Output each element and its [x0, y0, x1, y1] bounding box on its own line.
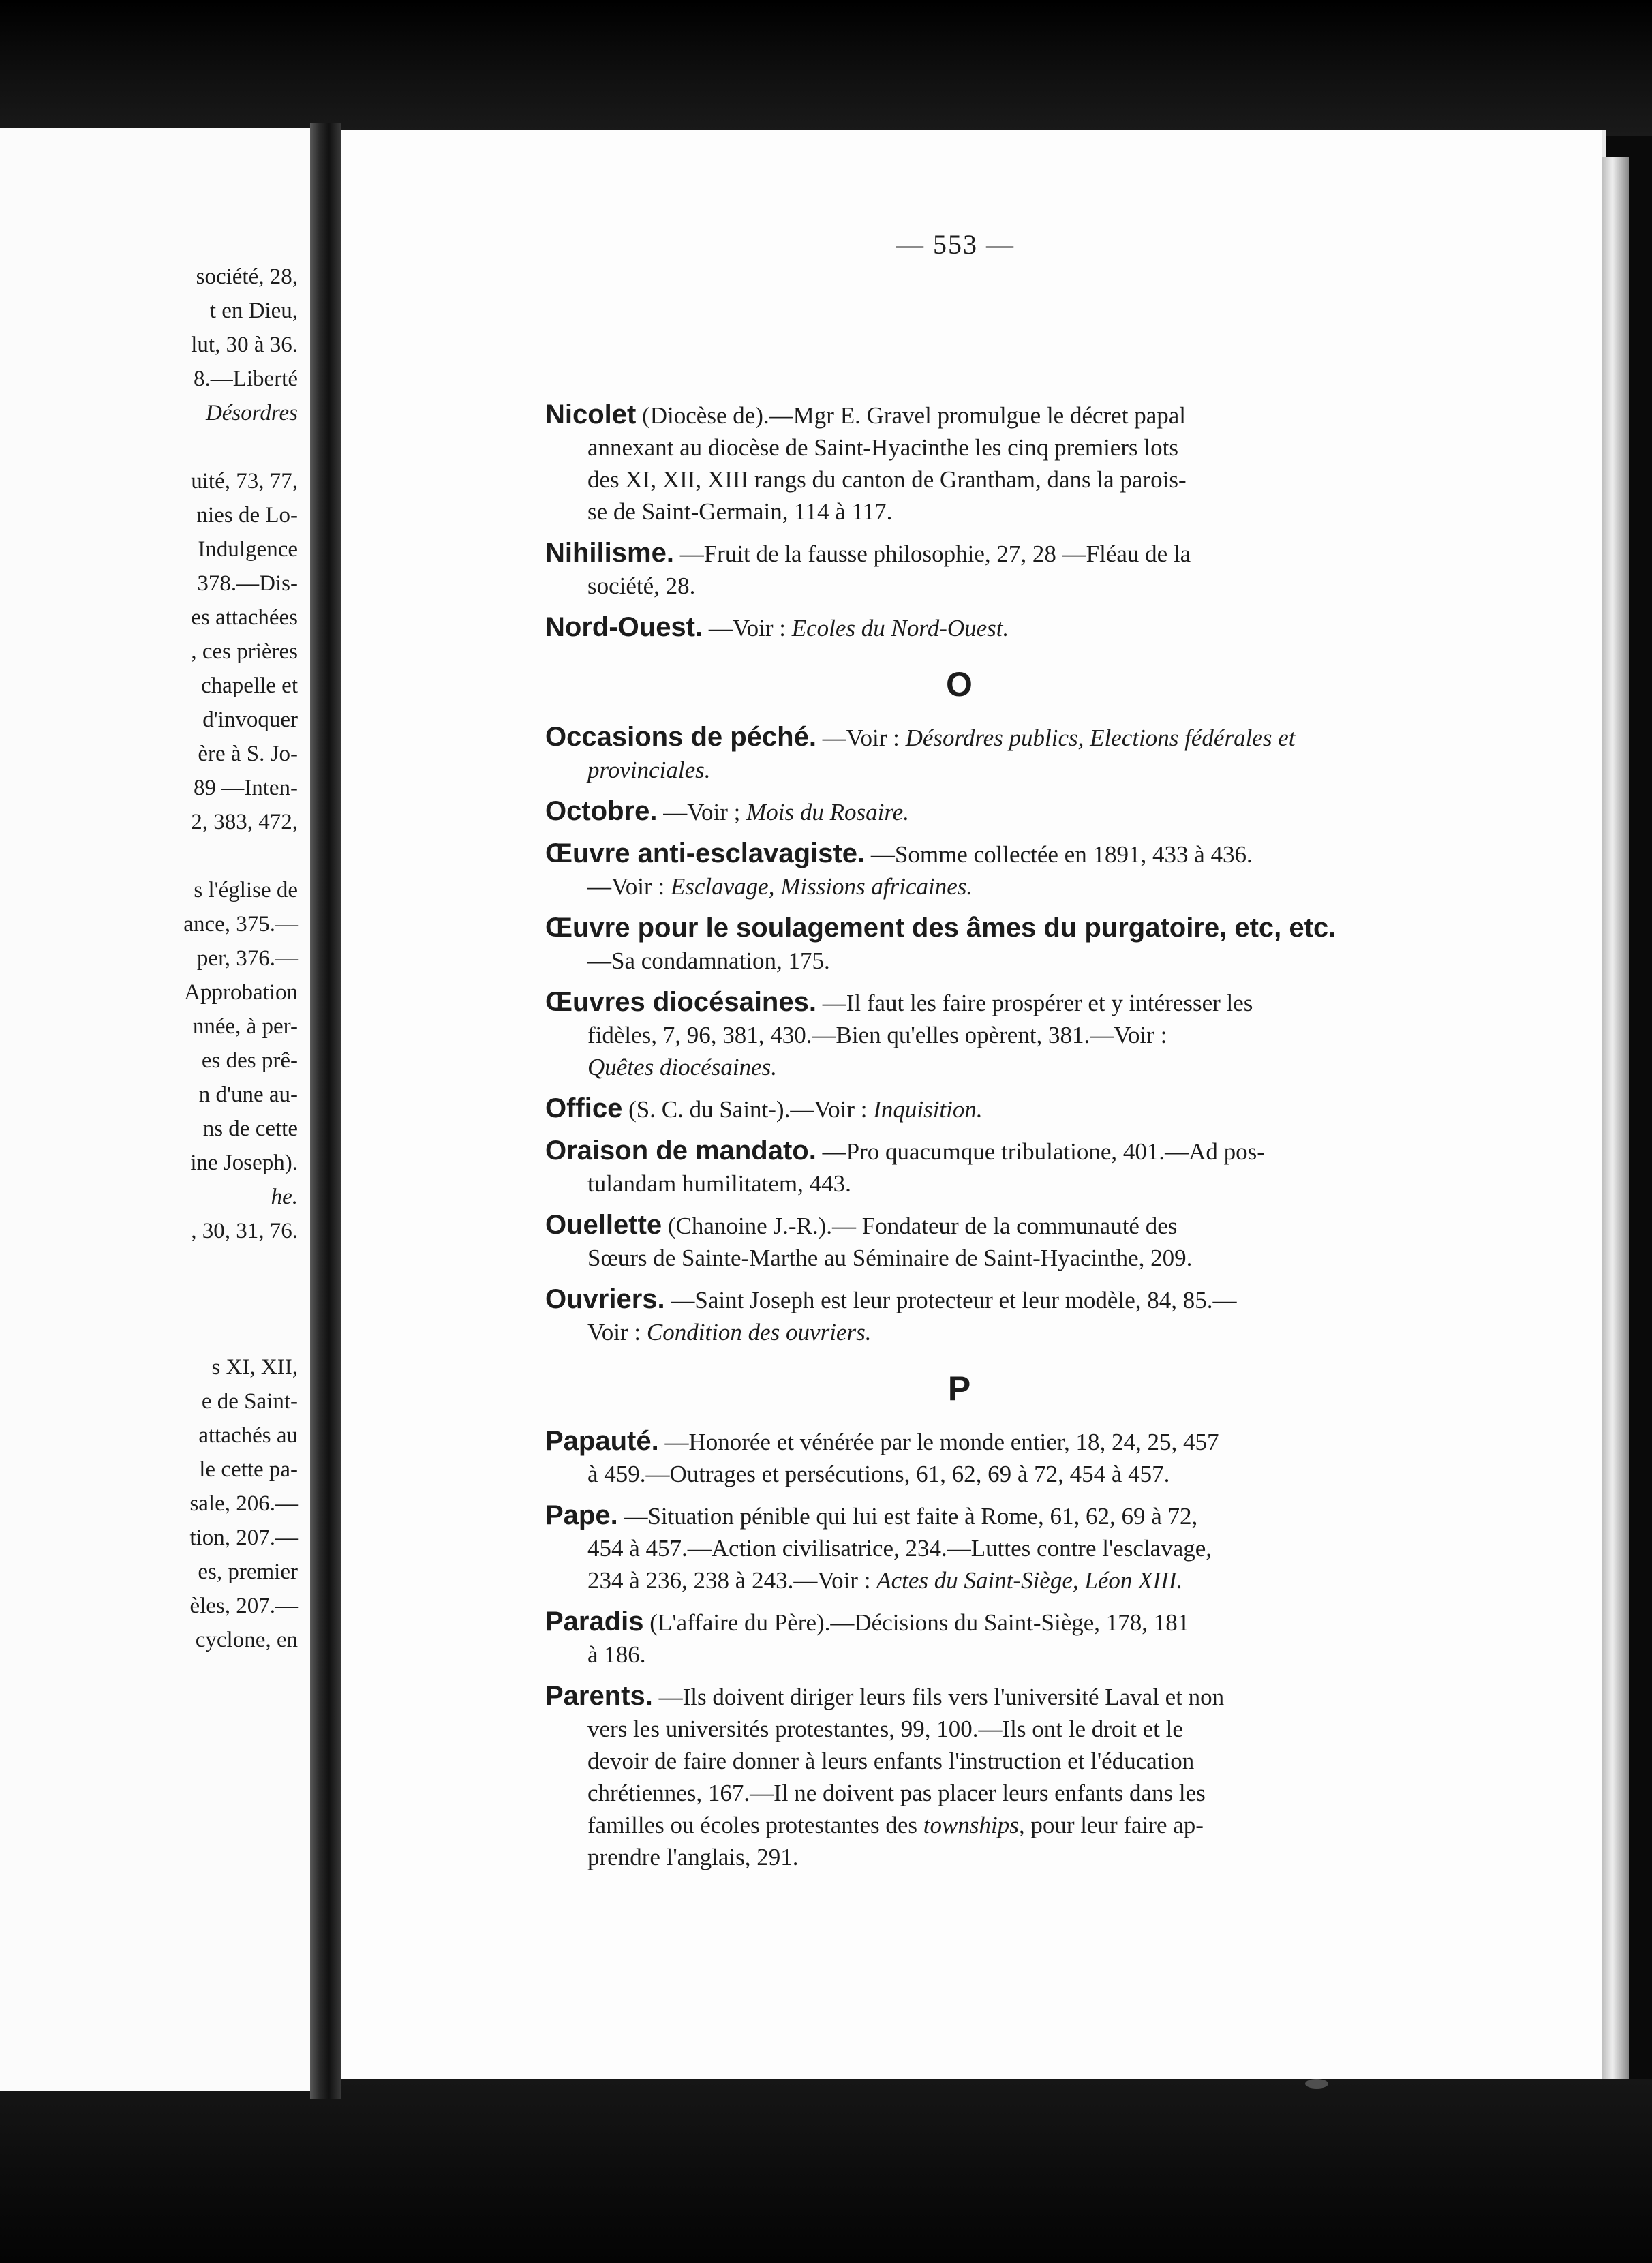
entry-text: —Situation pénible qui lui est faite à Rome, 61, 62, 69 à 72, — [624, 1503, 1198, 1530]
entry-headword: Office — [545, 1093, 623, 1123]
previous-page-line: tion, 207.— — [189, 1525, 298, 1550]
scan-top-background — [0, 0, 1652, 136]
entry-text: —Honorée et vénérée par le monde entier, 18, 24, 25, 457 — [664, 1429, 1219, 1455]
index-entry-nicolet — [545, 399, 1373, 528]
previous-page-line: èles, 207.— — [189, 1594, 298, 1618]
entry-headword: Œuvres diocésaines. — [545, 987, 816, 1017]
entry-headword: Œuvre pour le soulagement des âmes du purgatoire, etc, etc. — [545, 913, 1336, 943]
entry-text: —Voir : — [708, 615, 786, 641]
book-gutter — [310, 123, 341, 2099]
entry-headword: Occasions de péché. — [545, 722, 816, 752]
entry-reference: Condition des ouvriers. — [646, 1319, 872, 1346]
entry-reference: townships, — [923, 1812, 1025, 1838]
entry-text: à 186. — [587, 1641, 646, 1668]
entry-headword: Nord-Ouest. — [545, 612, 703, 642]
entry-text: (Diocèse de).—Mgr E. Gravel promulgue le décret papal — [642, 402, 1186, 429]
entry-text: 454 à 457.—Action civilisatrice, 234.—Luttes contre l'esclavage, — [587, 1535, 1212, 1562]
previous-page-line: ns de cette — [202, 1117, 298, 1141]
entry-text: —Il faut les faire prospérer et y intéresser les — [822, 990, 1253, 1016]
index-entry-oeuvre-purgatoire — [545, 912, 1373, 977]
entry-text: —Voir ; — [663, 799, 741, 825]
previous-page-line: Approbation — [184, 980, 298, 1005]
previous-page-line: 2, 383, 472, — [191, 810, 298, 834]
entry-text: —Fruit de la fausse philosophie, 27, 28 —Fléau de la — [679, 541, 1191, 567]
previous-page-line: attachés au — [198, 1423, 298, 1448]
entry-headword: Octobre. — [545, 796, 658, 826]
previous-page-line: , 30, 31, 76. — [191, 1219, 298, 1243]
entry-reference: Mois du Rosaire. — [746, 799, 909, 825]
entry-headword: Parents. — [545, 1681, 653, 1711]
index-entry-occasions — [545, 721, 1373, 786]
entry-text: Voir : — [587, 1319, 641, 1346]
previous-page-line: ance, 375.— — [183, 912, 298, 937]
entry-headword: Ouellette — [545, 1210, 662, 1240]
previous-page-line: uité, 73, 77, — [191, 469, 298, 493]
entry-text: société, 28. — [587, 573, 696, 599]
entry-headword: Oraison de mandato. — [545, 1136, 816, 1166]
previous-page-line: s XI, XII, — [211, 1355, 298, 1380]
previous-page-line: Désordres — [205, 401, 298, 425]
previous-page-line: nnée, à per- — [192, 1014, 298, 1039]
index-entry-ouvriers — [545, 1284, 1373, 1348]
entry-text: 234 à 236, 238 à 243.—Voir : — [587, 1567, 871, 1594]
entry-text: —Saint Joseph est leur protecteur et leur modèle, 84, 85.— — [671, 1287, 1237, 1313]
previous-page-line: s l'église de — [194, 878, 298, 902]
previous-page-line: e de Saint- — [201, 1389, 298, 1414]
entry-headword: Œuvre anti-esclavagiste. — [545, 838, 866, 868]
index-entry-paradis — [545, 1606, 1373, 1671]
index-entry-octobre — [545, 795, 1373, 828]
entry-text: pour leur faire ap- — [1030, 1812, 1204, 1838]
page-edge — [1602, 157, 1629, 2079]
index-column — [545, 399, 1373, 1883]
entry-headword: Papauté. — [545, 1426, 659, 1456]
entry-reference: Inquisition. — [873, 1096, 983, 1123]
index-entry-office — [545, 1093, 1373, 1125]
previous-page-line: sale, 206.— — [189, 1491, 298, 1516]
index-entry-nord-ouest — [545, 611, 1373, 644]
previous-page-line: he. — [271, 1185, 298, 1209]
ink-smudge — [1305, 2079, 1328, 2089]
entry-text: —Somme collectée en 1891, 433 à 436. — [870, 841, 1253, 868]
previous-page-line: nies de Lo- — [196, 503, 298, 528]
previous-page — [0, 128, 310, 2091]
index-entry-pape — [545, 1500, 1373, 1596]
entry-text: familles ou écoles protestantes des — [587, 1812, 918, 1838]
previous-page-line: , ces prières — [191, 639, 298, 664]
entry-text: fidèles, 7, 96, 381, 430.—Bien qu'elles opèrent, 381.—Voir : — [587, 1022, 1167, 1048]
entry-text: des XI, XII, XIII rangs du canton de Grantham, dans la parois- — [587, 466, 1187, 493]
previous-page-line: chapelle et — [201, 673, 298, 698]
entry-text: à 459.—Outrages et persécutions, 61, 62, 69 à 72, 454 à 457. — [587, 1461, 1170, 1487]
previous-page-line: 378.—Dis- — [197, 571, 298, 596]
scan-bottom-background — [0, 2079, 1652, 2263]
entry-reference: Actes du Saint-Siège, Léon XIII. — [876, 1567, 1183, 1594]
entry-text: —Pro quacumque tribulatione, 401.—Ad pos- — [822, 1138, 1265, 1165]
entry-headword: Nihilisme. — [545, 538, 674, 568]
previous-page-line: le cette pa- — [199, 1457, 298, 1482]
previous-page-line: es attachées — [191, 605, 298, 630]
entry-text: —Voir : — [587, 873, 665, 900]
previous-page-line: t en Dieu, — [209, 299, 298, 323]
index-entry-parents — [545, 1680, 1373, 1873]
previous-page-line: n d'une au- — [198, 1082, 298, 1107]
entry-reference: Ecoles du Nord-Ouest. — [791, 615, 1009, 641]
previous-page-line: société, 28, — [196, 264, 298, 289]
entry-reference: provinciales. — [587, 757, 711, 783]
entry-text: chrétiennes, 167.—Il ne doivent pas placer leurs enfants dans les — [587, 1780, 1206, 1806]
page-number: — 553 — — [896, 229, 1015, 260]
previous-page-line: ine Joseph). — [190, 1151, 298, 1175]
index-entry-ouellette — [545, 1209, 1373, 1274]
entry-text: se de Saint-Germain, 114 à 117. — [587, 498, 893, 525]
previous-page-line: per, 376.— — [196, 946, 298, 971]
entry-text: (Chanoine J.-R.).— Fondateur de la communauté des — [667, 1213, 1178, 1239]
entry-reference: Désordres publics, Elections fédérales et — [905, 725, 1296, 751]
previous-page-line: es, premier — [198, 1560, 298, 1584]
entry-reference: Quêtes diocésaines. — [587, 1054, 777, 1080]
index-entry-papaute — [545, 1425, 1373, 1490]
entry-text: annexant au diocèse de Saint-Hyacinthe les cinq premiers lots — [587, 434, 1178, 461]
section-letter-p: P — [947, 1369, 971, 1408]
previous-page-line: 89 —Inten- — [193, 776, 298, 800]
previous-page-line: lut, 30 à 36. — [191, 333, 298, 357]
entry-text: —Voir : — [822, 725, 900, 751]
entry-headword: Nicolet — [545, 399, 637, 429]
entry-text: prendre l'anglais, 291. — [587, 1844, 799, 1870]
previous-page-line: cyclone, en — [195, 1628, 298, 1652]
entry-text: tulandam humilitatem, 443. — [587, 1170, 851, 1197]
index-entry-oeuvres-diocesaines — [545, 986, 1373, 1083]
entry-reference: Esclavage, Missions africaines. — [670, 873, 973, 900]
index-entry-oeuvre-anti-esclavagiste — [545, 838, 1373, 902]
entry-text: Sœurs de Sainte-Marthe au Séminaire de Saint-Hyacinthe, 209. — [587, 1245, 1193, 1271]
entry-text: (S. C. du Saint-).—Voir : — [628, 1096, 868, 1123]
previous-page-line: es des prê- — [201, 1048, 298, 1073]
entry-text: —Sa condamnation, 175. — [587, 947, 830, 974]
entry-text: devoir de faire donner à leurs enfants l'instruction et l'éducation — [587, 1748, 1195, 1774]
index-entry-nihilisme — [545, 537, 1373, 602]
entry-text: vers les universités protestantes, 99, 100.—Ils ont le droit et le — [587, 1716, 1183, 1742]
index-entry-oraison — [545, 1135, 1373, 1200]
entry-text: —Ils doivent diriger leurs fils vers l'université Laval et non — [658, 1684, 1225, 1710]
previous-page-line: Indulgence — [198, 537, 298, 562]
previous-page-line: ère à S. Jo- — [198, 742, 298, 766]
entry-text: (L'affaire du Père).—Décisions du Saint-Siège, 178, 181 — [649, 1609, 1190, 1636]
entry-headword: Paradis — [545, 1607, 644, 1637]
entry-headword: Pape. — [545, 1500, 618, 1530]
previous-page-line: d'invoquer — [202, 708, 298, 732]
section-letter-o: O — [946, 665, 973, 703]
previous-page-line: 8.—Liberté — [193, 367, 298, 391]
entry-headword: Ouvriers. — [545, 1284, 665, 1314]
